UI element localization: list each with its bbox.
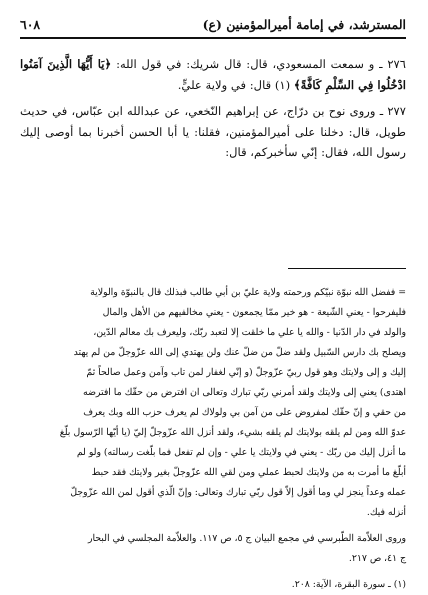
footnote-line: = ففضل الله نبوّة نبيّكم ورحمته ولاية عليّ بن أبي طالب فبذلك قال بالنبوّة والولاية bbox=[90, 287, 406, 298]
footnotes bbox=[20, 283, 406, 595]
paragraph-277: ٢٧٧ ـ وروى نوح بن درّاج، عن إبراهيم النّخعي، عن عبدالله ابن عبّاس، في حديث طويل، قال: دخلنا على أميرالمؤمنين، فقلنا: يا أبا الحسن أخبرنا بما أوصى إليك رسول الله، فقال: إنّي سأخبركم، قال: bbox=[20, 104, 406, 159]
paragraph-276 bbox=[20, 54, 406, 95]
footnote-1: (١) ـ سورة البقرة، الآية: ٢٠٨. bbox=[291, 579, 406, 590]
paragraph-276-intro: ٢٧٦ ـ و سمعت المسعودي، قال: قال شريك: في قول الله: bbox=[116, 57, 406, 71]
running-title: المسترشد، في إمامة أميرالمؤمنين (ع) bbox=[202, 16, 406, 32]
paragraph-276-end: قال: في ولاية عليٍّ. bbox=[177, 77, 272, 92]
footnote-separator bbox=[288, 268, 406, 269]
main-text bbox=[20, 54, 406, 165]
source-note-cont: ج ٤١، ص ٢١٧. bbox=[348, 553, 406, 564]
footnote-line: من حقي و إنّ حقّك لمفروض على من آمن بي ولولاك لم يعرف حزب الله وبك يعرف bbox=[83, 407, 406, 418]
page-number: ٦٠٨ bbox=[20, 16, 41, 32]
footnote-line: اهتدى) يعني إلى ولايتك ولقد أمرني ربّي تبارك وتعالى ان افترض من حقّك ما افترضه bbox=[83, 387, 406, 398]
footnote-line: ما أنزل إليك من ربّك - يعني في ولايتك يا علي - وإن لم تفعل فما بلّغت رسالته) ولو لم bbox=[76, 447, 406, 458]
footnote-line: إليك و إلى ولايتك وهو قول ربيّ عزّوجلّ (و إنّي لغفار لمن تاب وآمن وعمل صالحاً ثمّ bbox=[86, 367, 406, 378]
footnote-line: أنزله فيك. bbox=[366, 507, 406, 518]
footnote-line: والولد في دار الدّنيا - والله يا علي ما خلقت إلا لتعبد ربّك، وليعرف بك معالم الدّين، bbox=[93, 327, 406, 338]
header-rule bbox=[20, 37, 406, 39]
footnote-line: عمله وعداً ينجز لي وما أقول إلاّ قول ربّي تبارك وتعالى: وإنّ الّذي أقول لمن الله عزّوجلّ bbox=[70, 487, 406, 498]
footnote-line: عدوّ الله ومن لم يلقه بولايتك لم يلقه بشيء، ولقد أنزل الله عزّوجلّ إليّ (يا أيّها الرّسول بلّغ bbox=[59, 427, 406, 438]
source-note: وروى العلاّمة الطّبرسي في مجمع البيان ج ٥، ص ١١٧. والعلاّمة المجلسي في البحار bbox=[87, 533, 406, 544]
footnote-line: فليفرحوا - يعني الشّيعة - هو خير ممّا يجمعون - يعني مخالفيهم من الأهل والمال bbox=[102, 307, 406, 318]
footnote-line: ويصلح بك دارس السّبيل ولقد ضلّ من ضلّ عنك ولن يهتدي إلى الله عزّوجلّ من لم يهتد bbox=[73, 347, 406, 358]
footnote-marker: (١) bbox=[274, 77, 291, 92]
footnote-line: أبلّغ ما أمرت به من ولايتك لحبط عملي ومن لقي الله عزّوجلّ بغير ولايتك فقد حبط bbox=[91, 467, 406, 478]
page-header bbox=[20, 14, 406, 34]
quran-verse: ﴿يَا أَيُّهَا الَّذِينَ آمَنُوا ادْخُلُوا فِي السِّلْمِ كَافَّةً﴾ bbox=[20, 57, 406, 92]
